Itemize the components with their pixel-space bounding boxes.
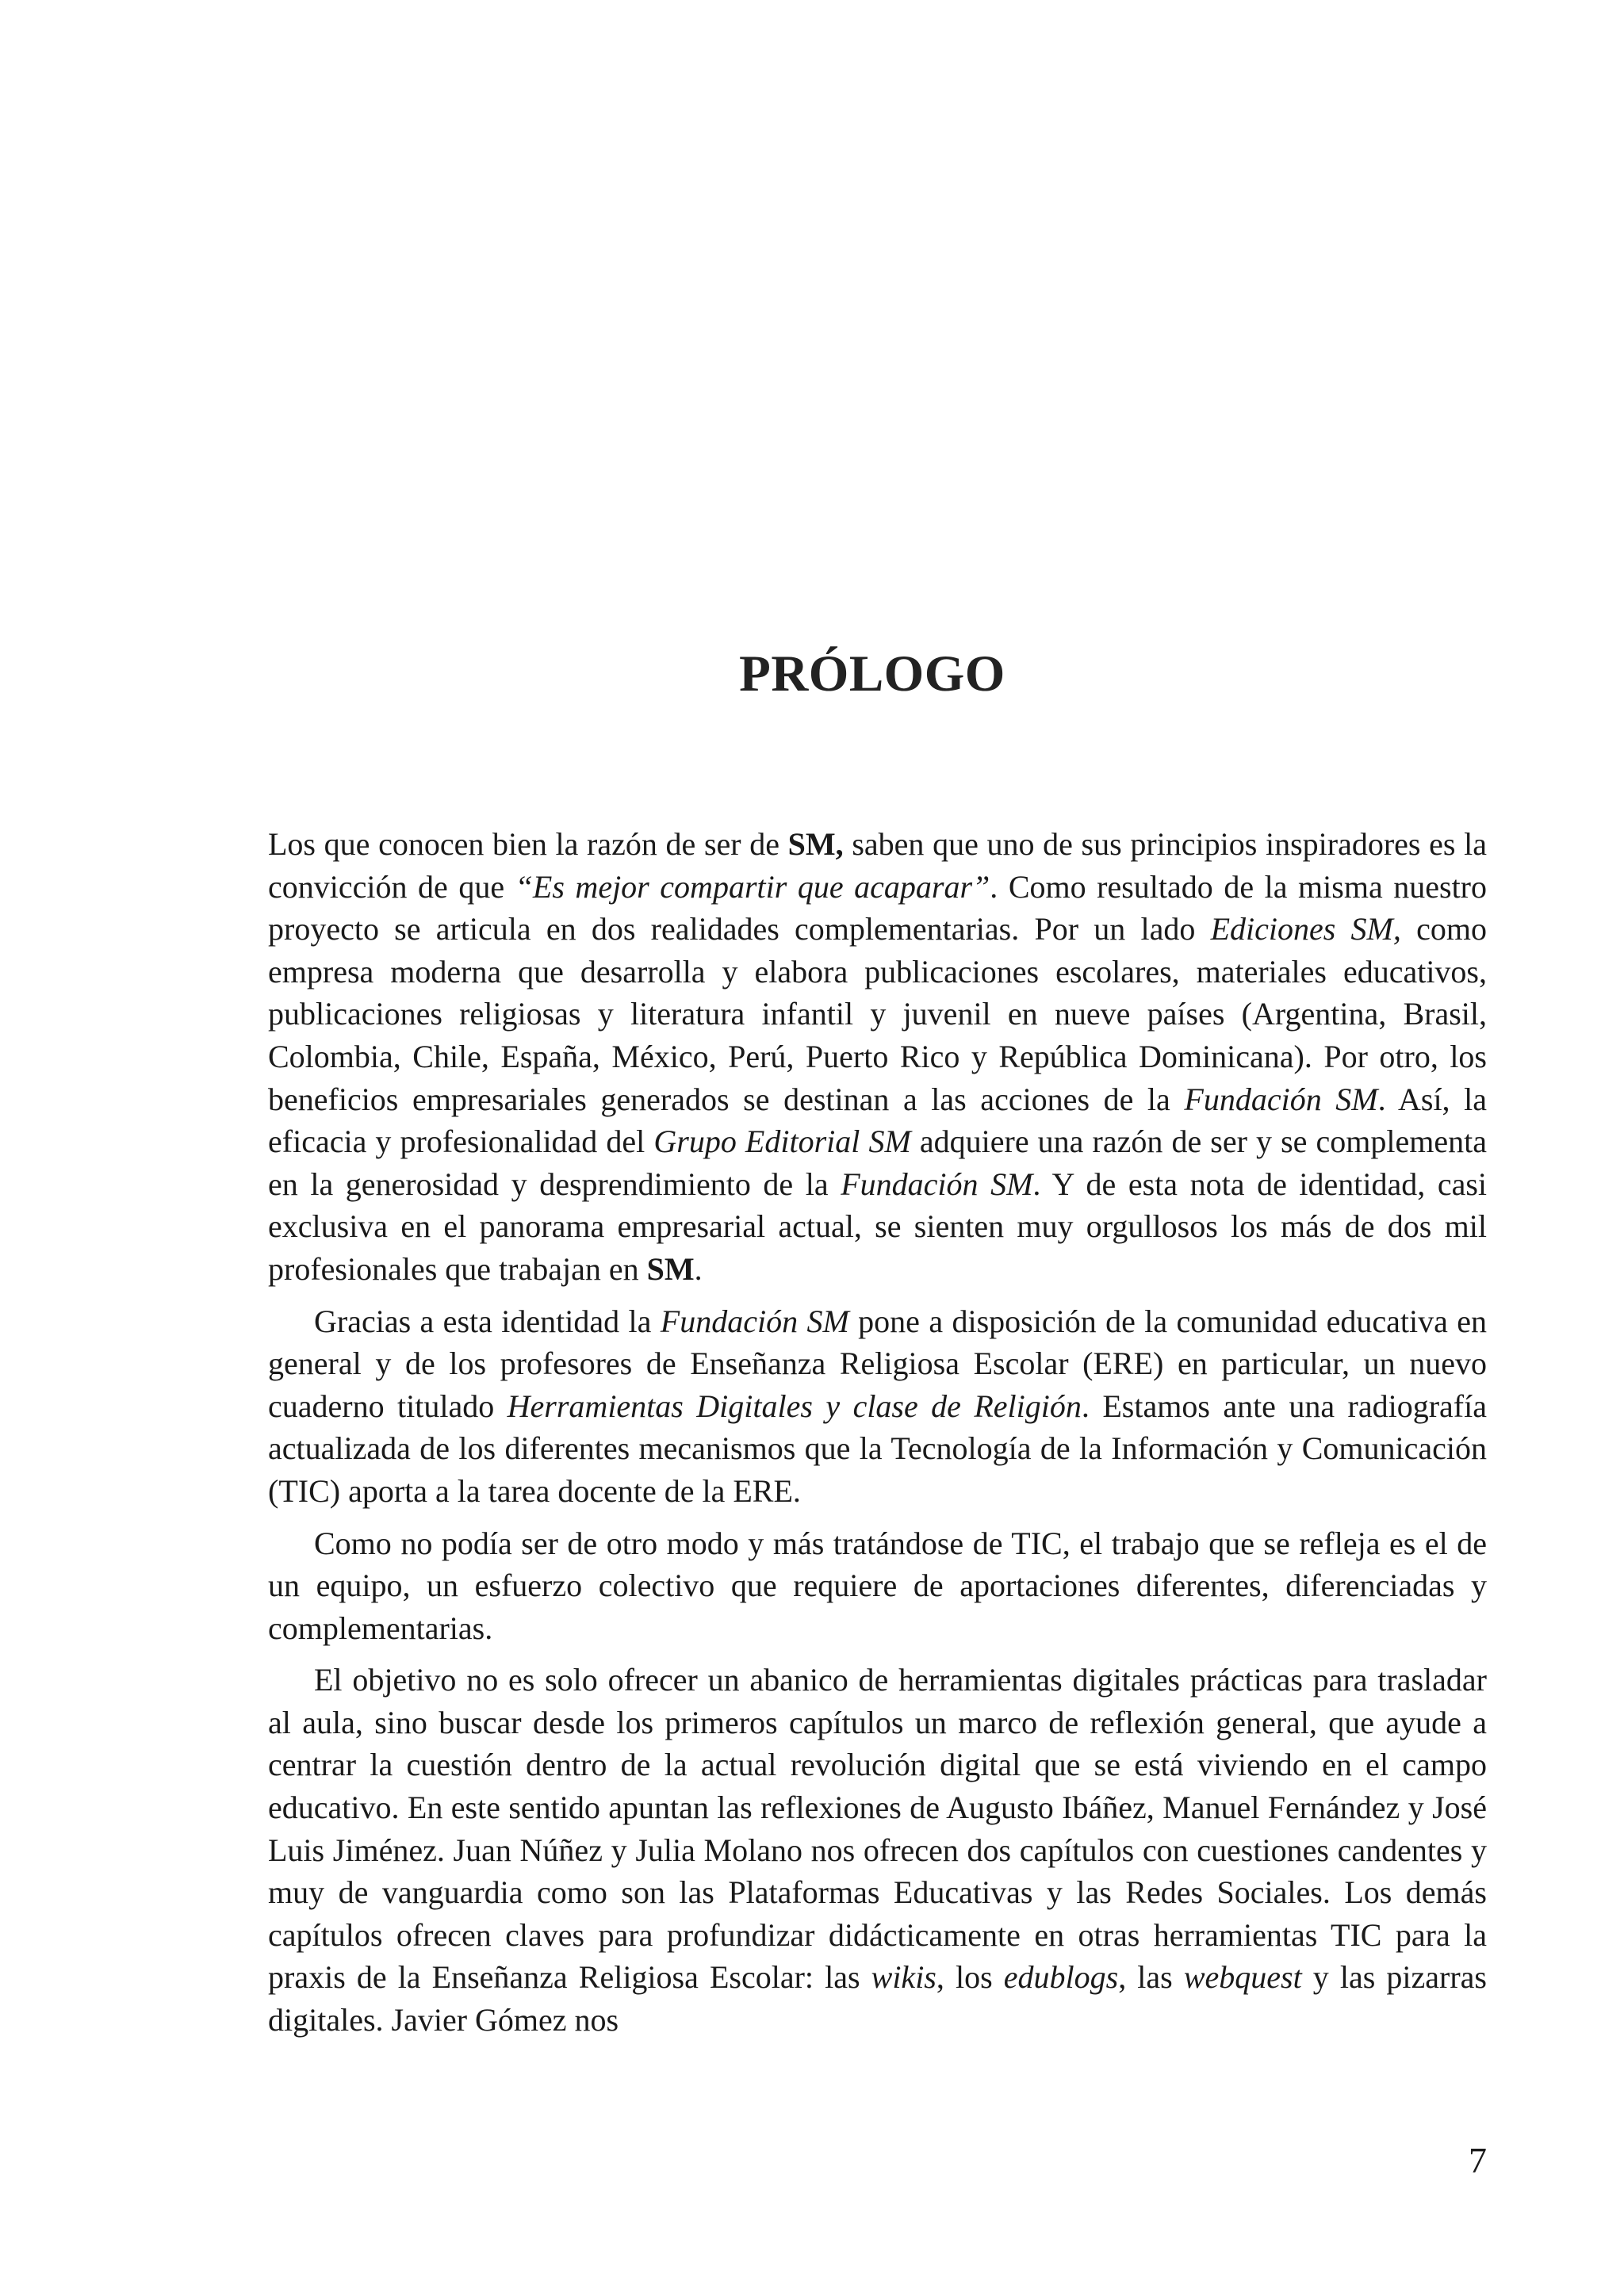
paragraph xyxy=(268,823,1487,1291)
text-run: El objetivo no es solo ofrecer un abanico de herramientas digitales prácticas para trasladar al aula, sino buscar desde los primeros capítulos un marco de reflexión general, que ayude a centrar la cuestión dentro de la actual revolución digital que se está viviendo en el campo educativo. En este sentido apuntan las reflexiones de Augusto Ibáñez, Manuel Fernández y José Luis Jiménez. Juan Núñez y Julia Molano nos ofrecen dos capítulos con cuestiones candentes y muy de vanguardia como son las Plataformas Educativas y las Redes Sociales. Los demás capítulos ofrecen claves para profundizar didácticamente en otras herramientas TIC para la praxis de la Enseñanza Religiosa Escolar: las xyxy=(268,1662,1487,1996)
text-run: pone a disposición de la comunidad educativa en general y de los profesores de Enseñanza Religiosa Escolar (ERE) en particular, un nuevo cuaderno titulado xyxy=(268,1303,1487,1424)
text-run: , las xyxy=(1118,1959,1184,1996)
text-run: adquiere una razón de ser y se complementa en la generosidad y desprendimiento de la xyxy=(268,1124,1487,1202)
text-run: . Estamos ante una radiografía actualizada de los diferentes mecanismos que la Tecnología de la Información y Comunicación (TIC) aporta a la tarea docente de la ERE. xyxy=(268,1388,1487,1509)
text-run: Gracias a esta identidad la xyxy=(314,1303,661,1339)
text-run-italic: Herramientas Digitales y clase de Religión xyxy=(507,1388,1082,1424)
text-run-bold: SM, xyxy=(787,826,844,862)
text-run-italic: “Es mejor compartir que acaparar” xyxy=(515,868,990,905)
text-run: Como no podía ser de otro modo y más tratándose de TIC, el trabajo que se refleja es el de un equipo, un esfuerzo colectivo que requiere de aportaciones diferentes, diferenciadas y complementarias. xyxy=(268,1525,1487,1646)
text-run-italic: edublogs xyxy=(1003,1959,1119,1996)
text-run-italic: Fundación SM xyxy=(1184,1081,1378,1117)
text-run: . Como resultado de la misma nuestro proyecto se articula en dos realidades complementarias. Por un lado xyxy=(268,868,1488,947)
text-run: y las pizarras digitales. Javier Gómez nos xyxy=(268,1959,1487,2038)
text-run-italic: Fundación SM xyxy=(660,1303,849,1339)
text-run: . Y de esta nota de identidad, casi exclusiva en el panorama empresarial actual, se sienten muy orgullosos los más de dos mil profesionales que trabajan en xyxy=(268,1166,1488,1287)
text-run-bold: SM xyxy=(646,1250,695,1287)
text-run: , los xyxy=(936,1959,1004,1996)
text-run: . Así, la eficacia y profesionalidad del xyxy=(268,1081,1488,1160)
text-run-italic: Ediciones SM, xyxy=(1210,911,1401,947)
paragraph xyxy=(268,1522,1487,1650)
paragraph xyxy=(268,1659,1487,2041)
text-run: como empresa moderna que desarrolla y elabora publicaciones escolares, materiales educativos, publicaciones religiosas y literatura infantil y juvenil en nueve países (Argentina, Brasil, Colombia, Chile, España, México, Perú, Puerto Rico y República Dominicana). Por otro, los beneficios empresariales generados se destinan a las acciones de la xyxy=(268,911,1487,1117)
page-number: 7 xyxy=(1469,2140,1487,2180)
text-run-italic: Fundación SM xyxy=(841,1166,1033,1202)
chapter-title: PRÓLOGO xyxy=(739,645,1005,702)
text-run-italic: webquest xyxy=(1183,1959,1302,1996)
text-run: saben que uno de sus principios inspiradores es la convicción de que xyxy=(268,826,1488,905)
text-run: . xyxy=(694,1250,703,1287)
text-run: Los que conocen bien la razón de ser de xyxy=(268,826,788,862)
text-run-italic: wikis xyxy=(871,1959,936,1996)
text-run-italic: Grupo Editorial SM xyxy=(653,1124,911,1160)
body-text xyxy=(268,823,1487,2051)
paragraph xyxy=(268,1300,1487,1513)
